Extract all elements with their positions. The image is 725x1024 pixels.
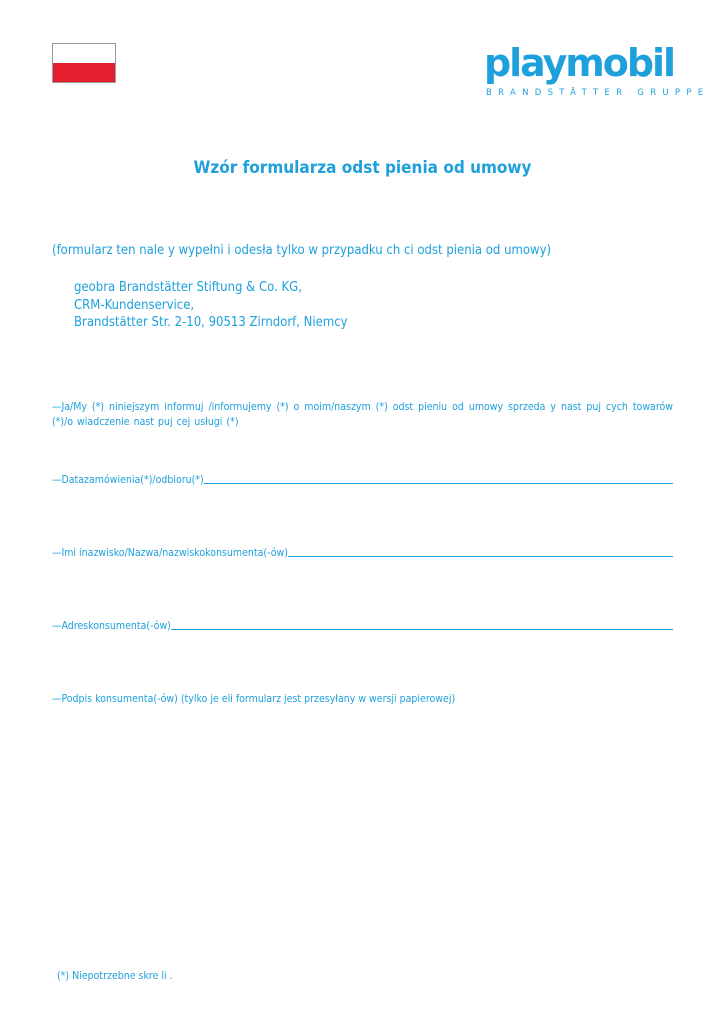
consumer-address-field bbox=[52, 620, 673, 632]
consumer-address-label: —Adreskonsumenta(-ów) bbox=[52, 620, 171, 632]
footnote: (*) Niepotrzebne skre li . bbox=[57, 970, 173, 982]
order-date-field bbox=[52, 474, 673, 486]
page-title: Wzór formularza odst pienia od umowy bbox=[193, 158, 532, 178]
order-date-line bbox=[204, 482, 673, 484]
address-line-street: Brandstätter Str. 2-10, 90513 Zirndorf, Niemcy bbox=[74, 315, 348, 330]
consumer-name-field bbox=[52, 547, 673, 559]
address-line-company: geobra Brandstätter Stiftung & Co. KG, bbox=[74, 280, 302, 295]
recipient-address bbox=[74, 279, 348, 332]
consumer-address-line bbox=[171, 628, 673, 630]
address-line-department: CRM-Kundenservice, bbox=[74, 297, 195, 313]
playmobil-logo bbox=[484, 40, 710, 100]
playmobil-wordmark-text: playmobil bbox=[484, 41, 674, 85]
flag-white-stripe bbox=[53, 44, 115, 63]
order-date-label: —Datazamówienia(*)/odbioru(*) bbox=[52, 474, 204, 486]
consumer-name-line bbox=[288, 555, 673, 557]
withdrawal-statement: —Ja/My (*) niniejszym informuj /informujemy (*) o moim/naszym (*) odst pieniu od umowy sprzeda y nast puj cych towarów (*)/o wiadczenie nast puj cej usługi (*) bbox=[52, 401, 673, 428]
intro-note: (formularz ten nale y wypełni i odesła tylko w przypadku ch ci odst pienia od umowy) bbox=[52, 243, 552, 258]
polish-flag-icon bbox=[52, 43, 116, 83]
signature-field-label: —Podpis konsumenta(-ów) (tylko je eli formularz jest przesyłany w wersji papierowej) bbox=[52, 693, 456, 705]
playmobil-wordmark bbox=[484, 40, 676, 88]
flag-red-stripe bbox=[53, 63, 115, 82]
consumer-name-label: —Imi inazwisko/Nazwa/nazwiskokonsumenta(-ów) bbox=[52, 547, 288, 559]
logo-subtitle: BRANDSTÄTTER GRUPPE bbox=[486, 88, 710, 98]
